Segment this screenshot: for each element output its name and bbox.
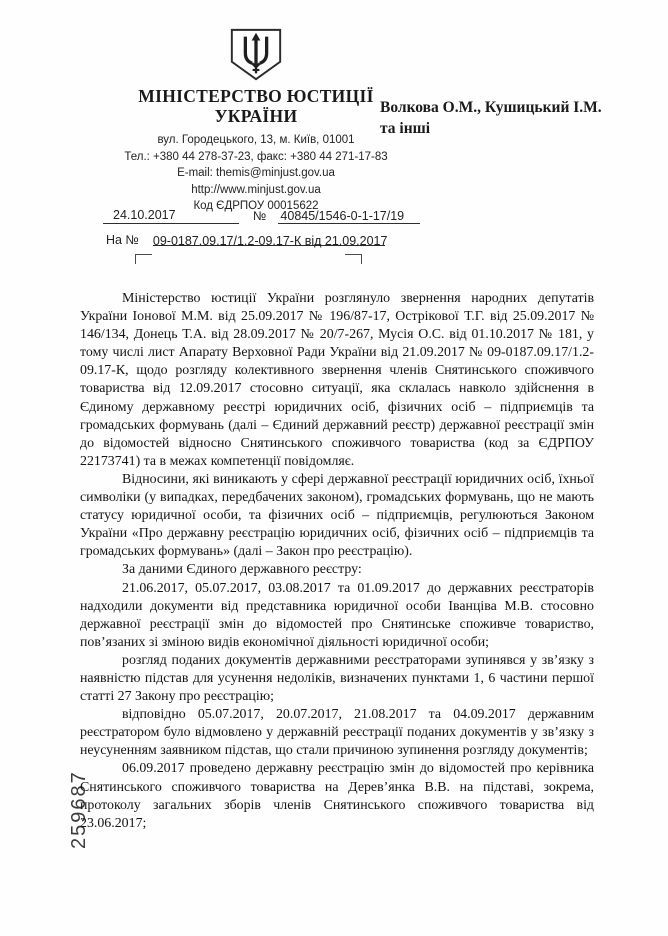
body-paragraph-7: 06.09.2017 проведено державну реєстрацію змін до відомостей про керівника Снятинського споживчого товариства на Дерев’янка В.В. на підставі, зокрема, протоколу загальних зборів членів Снятинського споживчого товариства від 23.06.2017; <box>80 761 594 831</box>
letter-date: 24.10.2017 <box>103 208 239 224</box>
letterhead-address: вул. Городецького, 13, м. Київ, 01001 <box>157 134 355 146</box>
letterhead-email: E-mail: themis@minjust.gov.ua <box>177 167 335 180</box>
body-paragraph-4: 21.06.2017, 05.07.2017, 03.08.2017 та 01.09.2017 до державних реєстраторів надходили документи від представника юридичної особи Іванціва М.В. стосовно державної реєстрації змін до відомостей про Снятинське споживче товариство, пов’язаних зі зміною видів економічної діяльності юридичної особи; <box>80 580 594 650</box>
outgoing-reference-row <box>103 208 420 224</box>
letter-number: 40845/1546-0-1-17/19 <box>278 209 420 224</box>
registration-stamp-number: 259687 <box>68 770 90 849</box>
ministry-name <box>108 87 404 126</box>
letterhead-edrpou-code: Код ЄДРПОУ 00015622 <box>193 200 319 213</box>
reply-reference-number: 09-0187.09.17/1.2-09.17-К від 21.09.2017 <box>152 234 388 248</box>
ukraine-trident-emblem-icon <box>227 26 285 84</box>
letterhead-website: http://www.minjust.gov.ua <box>191 183 321 196</box>
reply-reference-line <box>152 230 388 248</box>
reply-to-label: На № <box>106 233 139 247</box>
number-sign-label: № <box>253 209 267 223</box>
body-paragraph-2: Відносини, які виникають у сфері державної реєстрації юридичних осіб, їхньої символіки (у випадках, передбачених законом), громадських формувань, що не мають статусу юридичної особи, та фізичних осіб – підприємців, регулюються Законом України «Про державну реєстрацію юридичних осіб, фізичних осіб – підприємців та громадських формувань» (далі – Закон про реєстрацію). <box>80 471 594 560</box>
addressee-block <box>380 97 602 139</box>
letterhead <box>108 26 404 215</box>
body-paragraph-1: Міністерство юстиції України розглянуло звернення народних депутатів України Іонової М.М. від 25.09.2017 № 196/87-17, Острікової Т.Г. від 25.09.2017 № 146/134, Донець Т.А. від 28.09.2017 № 20/7-267, Мусія О.С. від 01.10.2017 № 181, у тому числі лист Апарату Верховної Ради України від 21.09.2017 № 09-0187.09.17/1.2-09.17-К, щодо розгляду колективного звернення членів Снятинського споживчого товариства від 12.09.2017 стосовно ситуації, яка склалась навколо здійснення в Єдиному державному реєстрі юридичних осіб, фізичних осіб – підприємців та громадських формувань (далі – Єдиний державний реєстр) державної реєстрації змін до відомостей відносно Снятинського споживчого товариства (код за ЄДРПОУ 22173741) та в межах компетенції повідомляє. <box>80 291 594 469</box>
addressee-names: Волкова О.М., Кушицький І.М. <box>380 99 602 116</box>
reply-reference-row <box>106 230 388 248</box>
body-paragraph-3: За даними Єдиного державного реєстру: <box>122 562 362 578</box>
ministry-name-line1: МІНІСТЕРСТВО ЮСТИЦІЇ <box>138 86 374 106</box>
letter-body <box>80 290 594 833</box>
corner-mark-right <box>345 254 362 264</box>
body-paragraph-5: розгляд поданих документів державними реєстраторами зупинявся у зв’язку з наявністю підстав для усунення недоліків, визначених пунктами 1, 6 частини першої статті 27 Закону про реєстрацію; <box>80 652 594 705</box>
corner-mark-left <box>135 254 152 264</box>
body-paragraph-6: відповідно 05.07.2017, 20.07.2017, 21.08.2017 та 04.09.2017 державним реєстратором було відмовлено у державній реєстрації поданих документів у зв’язку з неусуненням заявником підстав, що стали причиною зупинення розгляду документів; <box>80 707 594 759</box>
ministry-name-line2: УКРАЇНИ <box>214 105 298 126</box>
letterhead-contacts <box>108 132 404 215</box>
letterhead-phone: Тел.: +380 44 278-37-23, факс: +380 44 271-17-83 <box>124 150 388 163</box>
addressee-others: та інші <box>380 120 431 137</box>
